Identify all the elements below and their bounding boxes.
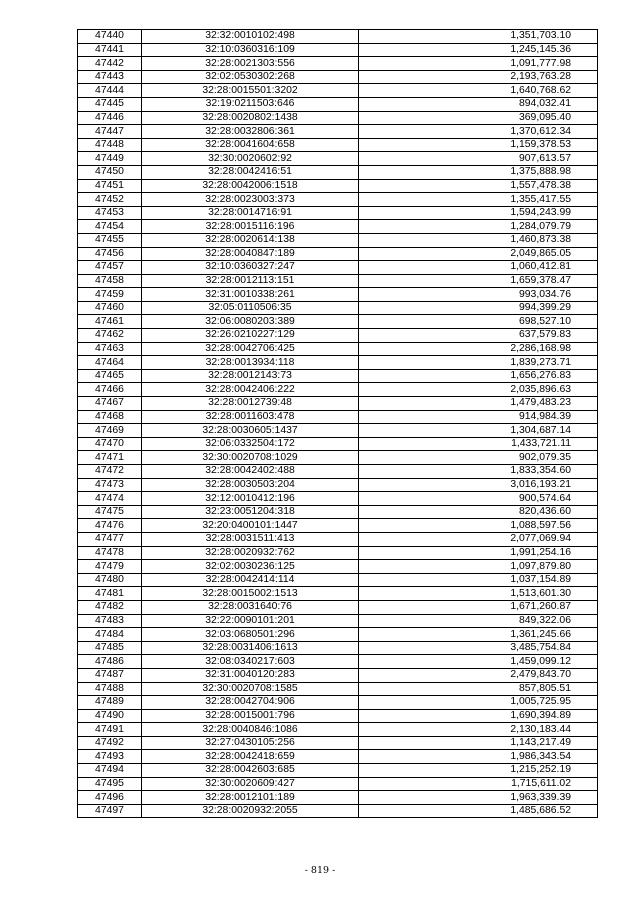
row-id-cell: 47492 xyxy=(78,736,142,750)
row-id-cell: 47449 xyxy=(78,152,142,166)
table-row xyxy=(78,723,598,737)
amount-cell: 1,304,687.14 xyxy=(359,424,598,438)
cadastral-code-cell: 32:28:0041604:658 xyxy=(142,138,359,152)
table-row xyxy=(78,573,598,587)
cadastral-code-cell: 32:28:0020614:138 xyxy=(142,233,359,247)
table-row xyxy=(78,600,598,614)
table-row xyxy=(78,682,598,696)
amount-cell: 2,077,069.94 xyxy=(359,532,598,546)
row-id-cell: 47491 xyxy=(78,723,142,737)
table-row xyxy=(78,655,598,669)
cadastral-code-cell: 32:28:0030605:1437 xyxy=(142,424,359,438)
table-row xyxy=(78,410,598,424)
cadastral-code-cell: 32:28:0042416:51 xyxy=(142,165,359,179)
row-id-cell: 47460 xyxy=(78,301,142,315)
cadastral-code-cell: 32:22:0090101:201 xyxy=(142,614,359,628)
table-row xyxy=(78,84,598,98)
table-row xyxy=(78,696,598,710)
row-id-cell: 47458 xyxy=(78,274,142,288)
amount-cell: 1,037,154.89 xyxy=(359,573,598,587)
amount-cell: 1,355,417.55 xyxy=(359,193,598,207)
amount-cell: 1,433,721.11 xyxy=(359,437,598,451)
amount-cell: 1,991,254.16 xyxy=(359,546,598,560)
table-row xyxy=(78,478,598,492)
cadastral-code-cell: 32:28:0030503:204 xyxy=(142,478,359,492)
table-row xyxy=(78,111,598,125)
table-row xyxy=(78,179,598,193)
cadastral-code-cell: 32:28:0042418:659 xyxy=(142,750,359,764)
table-row xyxy=(78,206,598,220)
table-row xyxy=(78,233,598,247)
cadastral-code-cell: 32:10:0360316:109 xyxy=(142,43,359,57)
table-row xyxy=(78,709,598,723)
cadastral-code-cell: 32:03:0680501:296 xyxy=(142,628,359,642)
table-row xyxy=(78,220,598,234)
amount-cell: 1,361,245.66 xyxy=(359,628,598,642)
table-row xyxy=(78,505,598,519)
cadastral-code-cell: 32:28:0031406:1613 xyxy=(142,641,359,655)
amount-cell: 1,485,686.52 xyxy=(359,804,598,818)
row-id-cell: 47470 xyxy=(78,437,142,451)
row-id-cell: 47451 xyxy=(78,179,142,193)
table-row xyxy=(78,465,598,479)
amount-cell: 900,574.64 xyxy=(359,492,598,506)
row-id-cell: 47459 xyxy=(78,288,142,302)
cadastral-code-cell: 32:28:0015501:3202 xyxy=(142,84,359,98)
row-id-cell: 47461 xyxy=(78,315,142,329)
amount-cell: 2,286,168.98 xyxy=(359,342,598,356)
row-id-cell: 47475 xyxy=(78,505,142,519)
cadastral-code-cell: 32:28:0020932:762 xyxy=(142,546,359,560)
cadastral-code-cell: 32:28:0042706:425 xyxy=(142,342,359,356)
table-row xyxy=(78,288,598,302)
row-id-cell: 47457 xyxy=(78,261,142,275)
amount-cell: 1,557,478.38 xyxy=(359,179,598,193)
table-row xyxy=(78,30,598,44)
row-id-cell: 47494 xyxy=(78,764,142,778)
amount-cell: 1,594,243.99 xyxy=(359,206,598,220)
row-id-cell: 47478 xyxy=(78,546,142,560)
amount-cell: 902,079.35 xyxy=(359,451,598,465)
row-id-cell: 47472 xyxy=(78,465,142,479)
amount-cell: 1,060,412.81 xyxy=(359,261,598,275)
cadastral-code-cell: 32:28:0042406:222 xyxy=(142,383,359,397)
row-id-cell: 47445 xyxy=(78,97,142,111)
row-id-cell: 47490 xyxy=(78,709,142,723)
row-id-cell: 47467 xyxy=(78,397,142,411)
cadastral-code-cell: 32:02:0530302:268 xyxy=(142,70,359,84)
row-id-cell: 47463 xyxy=(78,342,142,356)
table-row xyxy=(78,125,598,139)
cadastral-code-cell: 32:28:0020932:2055 xyxy=(142,804,359,818)
amount-cell: 2,130,183.44 xyxy=(359,723,598,737)
cadastral-code-cell: 32:30:0020602:92 xyxy=(142,152,359,166)
row-id-cell: 47440 xyxy=(78,30,142,44)
cadastral-code-cell: 32:28:0040846:1086 xyxy=(142,723,359,737)
amount-cell: 1,215,252.19 xyxy=(359,764,598,778)
row-id-cell: 47488 xyxy=(78,682,142,696)
page-number: - 819 - xyxy=(304,865,336,876)
table-row xyxy=(78,451,598,465)
cadastral-code-cell: 32:06:0332504:172 xyxy=(142,437,359,451)
amount-cell: 1,159,378.53 xyxy=(359,138,598,152)
table-row xyxy=(78,342,598,356)
amount-cell: 1,091,777.98 xyxy=(359,57,598,71)
row-id-cell: 47465 xyxy=(78,369,142,383)
table-row xyxy=(78,138,598,152)
table-row xyxy=(78,791,598,805)
amount-cell: 1,005,725.95 xyxy=(359,696,598,710)
table-row xyxy=(78,804,598,818)
row-id-cell: 47468 xyxy=(78,410,142,424)
amount-cell: 2,479,843.70 xyxy=(359,668,598,682)
amount-cell: 1,671,260.87 xyxy=(359,600,598,614)
row-id-cell: 47448 xyxy=(78,138,142,152)
table-body xyxy=(78,30,598,818)
row-id-cell: 47462 xyxy=(78,329,142,343)
table-row xyxy=(78,614,598,628)
table-row xyxy=(78,777,598,791)
table-row xyxy=(78,560,598,574)
cadastral-code-cell: 32:10:0360327:247 xyxy=(142,261,359,275)
amount-cell: 1,143,217.49 xyxy=(359,736,598,750)
amount-cell: 1,460,873.38 xyxy=(359,233,598,247)
row-id-cell: 47481 xyxy=(78,587,142,601)
table-row xyxy=(78,165,598,179)
table-row xyxy=(78,57,598,71)
cadastral-code-cell: 32:28:0042414:114 xyxy=(142,573,359,587)
table-row xyxy=(78,193,598,207)
cadastral-code-cell: 32:02:0030236:125 xyxy=(142,560,359,574)
cadastral-code-cell: 32:28:0042603:685 xyxy=(142,764,359,778)
cadastral-code-cell: 32:28:0023003:373 xyxy=(142,193,359,207)
cadastral-code-cell: 32:28:0015116:196 xyxy=(142,220,359,234)
cadastral-code-cell: 32:26:0210227:129 xyxy=(142,329,359,343)
row-id-cell: 47487 xyxy=(78,668,142,682)
cadastral-code-cell: 32:12:0010412:196 xyxy=(142,492,359,506)
amount-cell: 1,088,597.56 xyxy=(359,519,598,533)
cadastral-code-cell: 32:19:0211503:646 xyxy=(142,97,359,111)
table-row xyxy=(78,437,598,451)
cadastral-code-cell: 32:28:0015002:1513 xyxy=(142,587,359,601)
cadastral-code-cell: 32:30:0020708:1585 xyxy=(142,682,359,696)
cadastral-code-cell: 32:05:0110506:35 xyxy=(142,301,359,315)
amount-cell: 1,839,273.71 xyxy=(359,356,598,370)
cadastral-code-cell: 32:28:0031640:76 xyxy=(142,600,359,614)
row-id-cell: 47444 xyxy=(78,84,142,98)
row-id-cell: 47480 xyxy=(78,573,142,587)
amount-cell: 1,715,611.02 xyxy=(359,777,598,791)
row-id-cell: 47496 xyxy=(78,791,142,805)
amount-cell: 637,579.83 xyxy=(359,329,598,343)
row-id-cell: 47482 xyxy=(78,600,142,614)
cadastral-code-cell: 32:28:0042402:488 xyxy=(142,465,359,479)
amount-cell: 3,016,193.21 xyxy=(359,478,598,492)
cadastral-code-cell: 32:28:0040847:189 xyxy=(142,247,359,261)
row-id-cell: 47453 xyxy=(78,206,142,220)
amount-cell: 3,485,754.84 xyxy=(359,641,598,655)
amount-cell: 993,034.76 xyxy=(359,288,598,302)
table-row xyxy=(78,532,598,546)
data-table xyxy=(77,29,598,818)
table-row xyxy=(78,97,598,111)
table-row xyxy=(78,315,598,329)
amount-cell: 820,436.60 xyxy=(359,505,598,519)
row-id-cell: 47484 xyxy=(78,628,142,642)
amount-cell: 894,032.41 xyxy=(359,97,598,111)
table-row xyxy=(78,301,598,315)
cadastral-code-cell: 32:30:0020609:427 xyxy=(142,777,359,791)
cadastral-code-cell: 32:28:0012101:189 xyxy=(142,791,359,805)
row-id-cell: 47464 xyxy=(78,356,142,370)
amount-cell: 1,963,339.39 xyxy=(359,791,598,805)
row-id-cell: 47483 xyxy=(78,614,142,628)
cadastral-code-cell: 32:31:0010338:261 xyxy=(142,288,359,302)
amount-cell: 1,690,394.89 xyxy=(359,709,598,723)
table-row xyxy=(78,668,598,682)
row-id-cell: 47452 xyxy=(78,193,142,207)
cadastral-code-cell: 32:28:0015001:796 xyxy=(142,709,359,723)
table-row xyxy=(78,587,598,601)
amount-cell: 2,193,763.28 xyxy=(359,70,598,84)
table-row xyxy=(78,641,598,655)
cadastral-code-cell: 32:23:0051204:318 xyxy=(142,505,359,519)
amount-cell: 1,659,378.47 xyxy=(359,274,598,288)
amount-cell: 1,513,601.30 xyxy=(359,587,598,601)
amount-cell: 2,035,896.63 xyxy=(359,383,598,397)
table-row xyxy=(78,424,598,438)
table-row xyxy=(78,628,598,642)
cadastral-code-cell: 32:28:0014716:91 xyxy=(142,206,359,220)
table-row xyxy=(78,70,598,84)
row-id-cell: 47485 xyxy=(78,641,142,655)
row-id-cell: 47479 xyxy=(78,560,142,574)
amount-cell: 1,640,768.62 xyxy=(359,84,598,98)
table-row xyxy=(78,43,598,57)
table-row xyxy=(78,261,598,275)
table-row xyxy=(78,397,598,411)
cadastral-code-cell: 32:32:0010102:498 xyxy=(142,30,359,44)
row-id-cell: 47442 xyxy=(78,57,142,71)
table-row xyxy=(78,152,598,166)
amount-cell: 1,370,612.34 xyxy=(359,125,598,139)
row-id-cell: 47477 xyxy=(78,532,142,546)
amount-cell: 1,375,888.98 xyxy=(359,165,598,179)
table-row xyxy=(78,519,598,533)
cadastral-code-cell: 32:20:0400101:1447 xyxy=(142,519,359,533)
cadastral-code-cell: 32:28:0021303:556 xyxy=(142,57,359,71)
table-row xyxy=(78,546,598,560)
amount-cell: 849,322.06 xyxy=(359,614,598,628)
cadastral-code-cell: 32:28:0012739:48 xyxy=(142,397,359,411)
row-id-cell: 47443 xyxy=(78,70,142,84)
row-id-cell: 47473 xyxy=(78,478,142,492)
cadastral-code-cell: 32:06:0080203:389 xyxy=(142,315,359,329)
row-id-cell: 47441 xyxy=(78,43,142,57)
cadastral-code-cell: 32:08:0340217:603 xyxy=(142,655,359,669)
table-row xyxy=(78,369,598,383)
row-id-cell: 47489 xyxy=(78,696,142,710)
row-id-cell: 47474 xyxy=(78,492,142,506)
cadastral-code-cell: 32:28:0013934:118 xyxy=(142,356,359,370)
amount-cell: 1,479,483.23 xyxy=(359,397,598,411)
table-row xyxy=(78,492,598,506)
table-row xyxy=(78,356,598,370)
row-id-cell: 47469 xyxy=(78,424,142,438)
amount-cell: 1,245,145.36 xyxy=(359,43,598,57)
amount-cell: 2,049,865.05 xyxy=(359,247,598,261)
cadastral-code-cell: 32:28:0011603:478 xyxy=(142,410,359,424)
amount-cell: 914,984.39 xyxy=(359,410,598,424)
table-row xyxy=(78,736,598,750)
table-row xyxy=(78,274,598,288)
cadastral-code-cell: 32:28:0042704:906 xyxy=(142,696,359,710)
amount-cell: 994,399.29 xyxy=(359,301,598,315)
row-id-cell: 47493 xyxy=(78,750,142,764)
amount-cell: 1,284,079.79 xyxy=(359,220,598,234)
cadastral-code-cell: 32:28:0012113:151 xyxy=(142,274,359,288)
cadastral-code-cell: 32:27:0430105:256 xyxy=(142,736,359,750)
amount-cell: 907,613.57 xyxy=(359,152,598,166)
row-id-cell: 47476 xyxy=(78,519,142,533)
amount-cell: 369,095.40 xyxy=(359,111,598,125)
row-id-cell: 47486 xyxy=(78,655,142,669)
cadastral-code-cell: 32:28:0031511:413 xyxy=(142,532,359,546)
cadastral-code-cell: 32:28:0020802:1438 xyxy=(142,111,359,125)
amount-cell: 1,833,354.60 xyxy=(359,465,598,479)
amount-cell: 1,351,703.10 xyxy=(359,30,598,44)
row-id-cell: 47450 xyxy=(78,165,142,179)
table-row xyxy=(78,247,598,261)
row-id-cell: 47446 xyxy=(78,111,142,125)
cadastral-code-cell: 32:28:0032806:361 xyxy=(142,125,359,139)
amount-cell: 1,656,276.83 xyxy=(359,369,598,383)
row-id-cell: 47497 xyxy=(78,804,142,818)
amount-cell: 698,527.10 xyxy=(359,315,598,329)
row-id-cell: 47454 xyxy=(78,220,142,234)
row-id-cell: 47466 xyxy=(78,383,142,397)
amount-cell: 1,097,879.80 xyxy=(359,560,598,574)
row-id-cell: 47471 xyxy=(78,451,142,465)
row-id-cell: 47456 xyxy=(78,247,142,261)
row-id-cell: 47447 xyxy=(78,125,142,139)
table-row xyxy=(78,764,598,778)
cadastral-code-cell: 32:28:0042006:1518 xyxy=(142,179,359,193)
amount-cell: 1,459,099.12 xyxy=(359,655,598,669)
amount-cell: 857,805.51 xyxy=(359,682,598,696)
table-row xyxy=(78,750,598,764)
cadastral-code-cell: 32:28:0012143:73 xyxy=(142,369,359,383)
table-row xyxy=(78,329,598,343)
cadastral-code-cell: 32:31:0040120:283 xyxy=(142,668,359,682)
table-row xyxy=(78,383,598,397)
amount-cell: 1,986,343.54 xyxy=(359,750,598,764)
cadastral-code-cell: 32:30:0020708:1029 xyxy=(142,451,359,465)
row-id-cell: 47455 xyxy=(78,233,142,247)
row-id-cell: 47495 xyxy=(78,777,142,791)
